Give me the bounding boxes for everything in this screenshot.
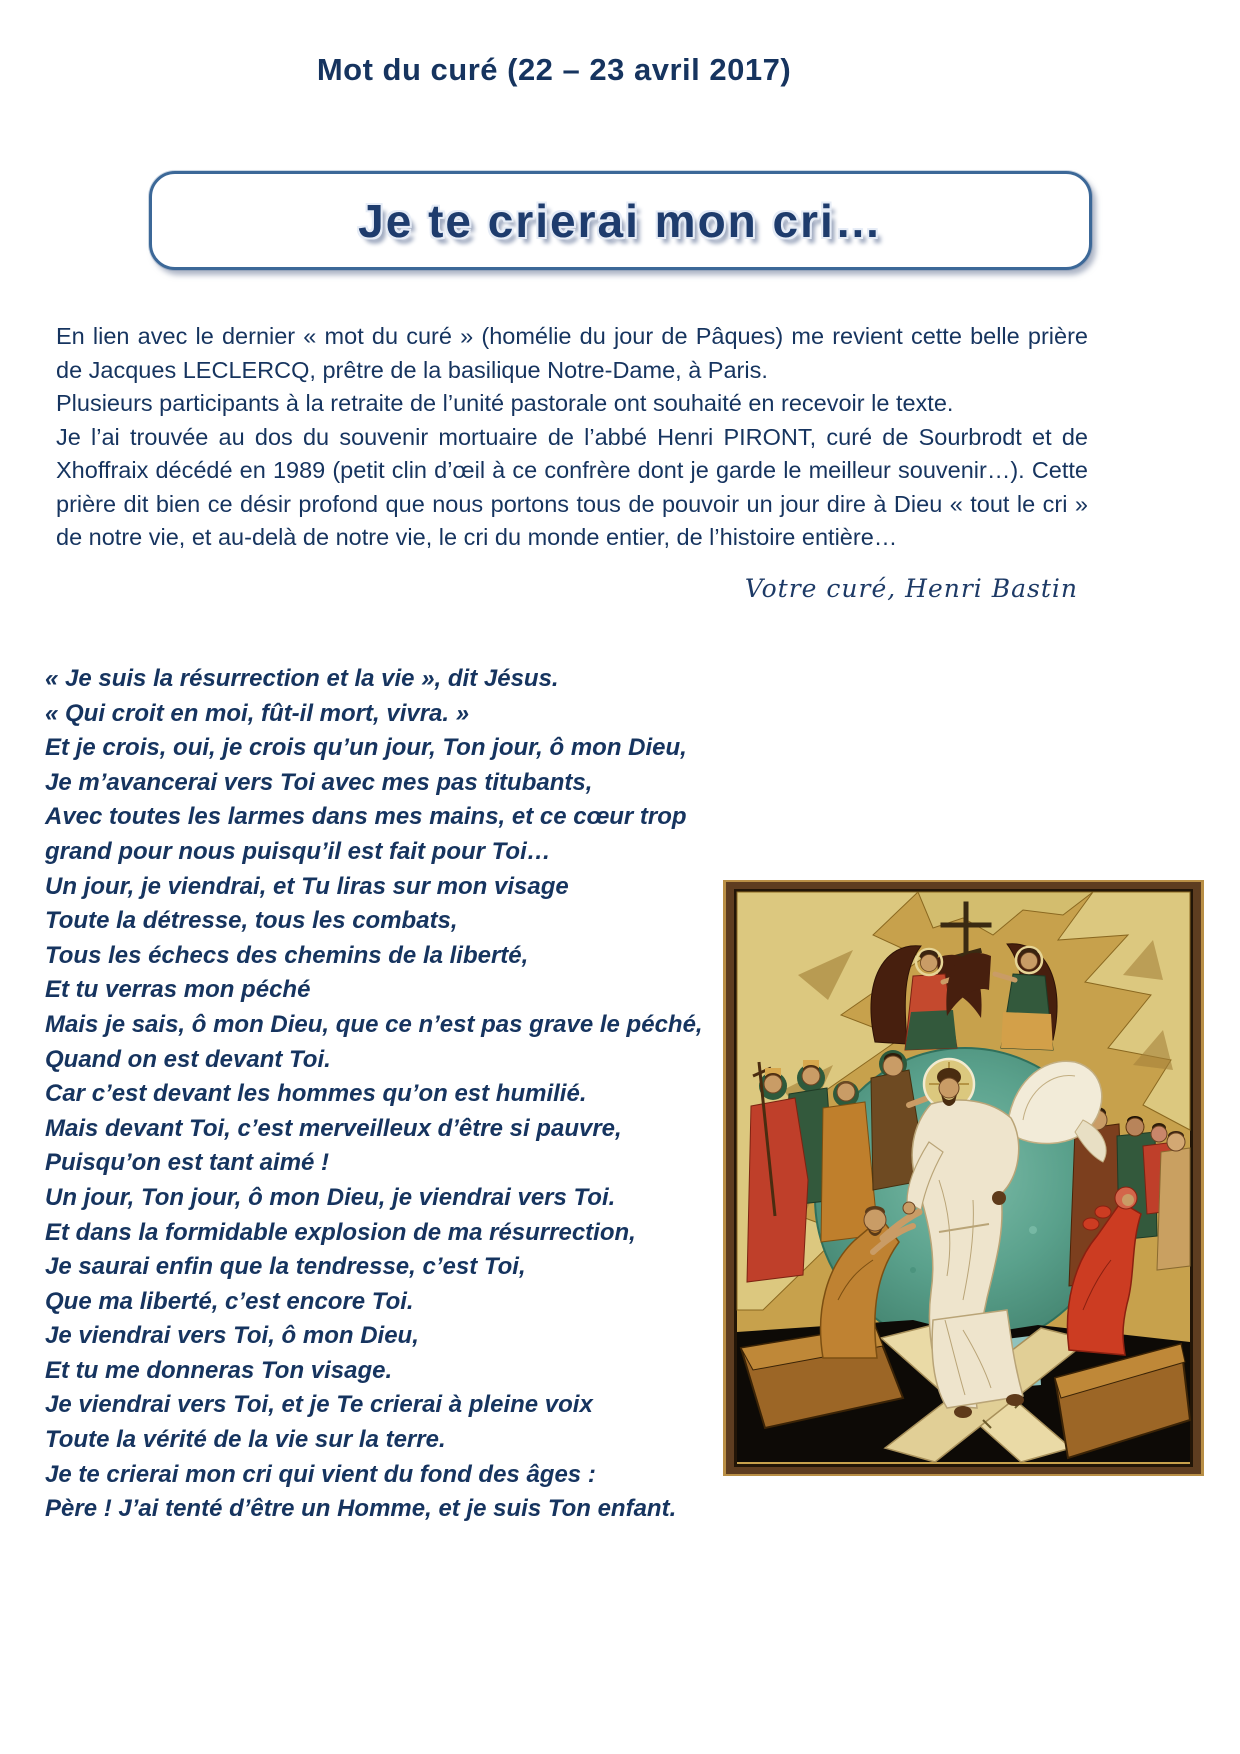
- poem-line: Je viendrai vers Toi, ô mon Dieu,: [45, 1322, 419, 1350]
- poem-line: Que ma liberté, c’est encore Toi.: [45, 1287, 414, 1315]
- poem-line: Mais je sais, ô mon Dieu, que ce n’est pas grave le péché,: [45, 1010, 703, 1038]
- poem-line: Quand on est devant Toi.: [45, 1045, 331, 1073]
- poem-line: Et dans la formidable explosion de ma résurrection,: [45, 1218, 636, 1246]
- poem-line: Toute la détresse, tous les combats,: [45, 907, 458, 935]
- poem-line: Père ! J’ai tenté d’être un Homme, et je suis Ton enfant.: [45, 1495, 677, 1523]
- intro-paragraph: En lien avec le dernier « mot du curé » (homélie du jour de Pâques) me revient cette belle prière de Jacques LECLERCQ, prêtre de la basilique Notre-Dame, à Paris.: [56, 323, 1088, 383]
- poem-line: Je m’avancerai vers Toi avec mes pas titubants,: [45, 768, 593, 796]
- poem-line: Et tu me donneras Ton visage.: [45, 1356, 393, 1384]
- page-title: Mot du curé (22 – 23 avril 2017): [316, 52, 792, 87]
- poem-line: Tous les échecs des chemins de la liberté,: [45, 941, 529, 969]
- poem-line: Et je crois, oui, je crois qu’un jour, Ton jour, ô mon Dieu,: [45, 734, 687, 762]
- poem-line: Je viendrai vers Toi, et je Te crierai à pleine voix: [45, 1391, 593, 1419]
- resurrection-icon-image: [723, 880, 1204, 1476]
- poem-line: « Qui croit en moi, fût-il mort, vivra. »: [45, 699, 470, 727]
- intro-paragraphs: [56, 320, 1088, 555]
- poem-line: Et tu verras mon péché: [45, 976, 311, 1004]
- poem-line: Un jour, Ton jour, ô mon Dieu, je viendrai vers Toi.: [45, 1183, 616, 1211]
- poem-line: Un jour, je viendrai, et Tu liras sur mon visage: [45, 872, 569, 900]
- poem-line: Avec toutes les larmes dans mes mains, et ce cœur trop: [45, 803, 687, 831]
- poem-line: Mais devant Toi, c’est merveilleux d’être si pauvre,: [45, 1114, 622, 1142]
- poem-line: Toute la vérité de la vie sur la terre.: [45, 1426, 446, 1454]
- signature: Votre curé, Henri Bastin: [744, 574, 1078, 603]
- poem-line: Puisqu’on est tant aimé !: [45, 1149, 330, 1177]
- intro-paragraph: Plusieurs participants à la retraite de l’unité pastorale ont souhaité en recevoir le texte.: [56, 390, 954, 416]
- poem-line: Je saurai enfin que la tendresse, c’est Toi,: [45, 1253, 526, 1281]
- poem: [45, 662, 715, 1527]
- poem-line: Car c’est devant les hommes qu’on est humilié.: [45, 1080, 587, 1108]
- banner-box: [149, 171, 1092, 270]
- intro-paragraph: Je l’ai trouvée au dos du souvenir mortuaire de l’abbé Henri PIRONT, curé de Sourbrodt et de Xhoffraix décédé en 1989 (petit clin d’œil à ce confrère dont je garde le meilleur souvenir…). Cette prière dit bien ce désir profond que nous portons tous de pouvoir un jour dire à Dieu « tout le cri » de notre vie, et au-delà de notre vie, le cri du monde entier, de l’histoire entière…: [56, 423, 1088, 550]
- poem-line: « Je suis la résurrection et la vie », dit Jésus.: [45, 665, 559, 692]
- poem-line: Je te crierai mon cri qui vient du fond des âges :: [45, 1460, 596, 1488]
- banner-title: Je te crierai mon cri…: [358, 194, 883, 247]
- resurrection-icon: [723, 880, 1204, 1476]
- poem-line: grand pour nous puisqu’il est fait pour Toi…: [45, 837, 551, 865]
